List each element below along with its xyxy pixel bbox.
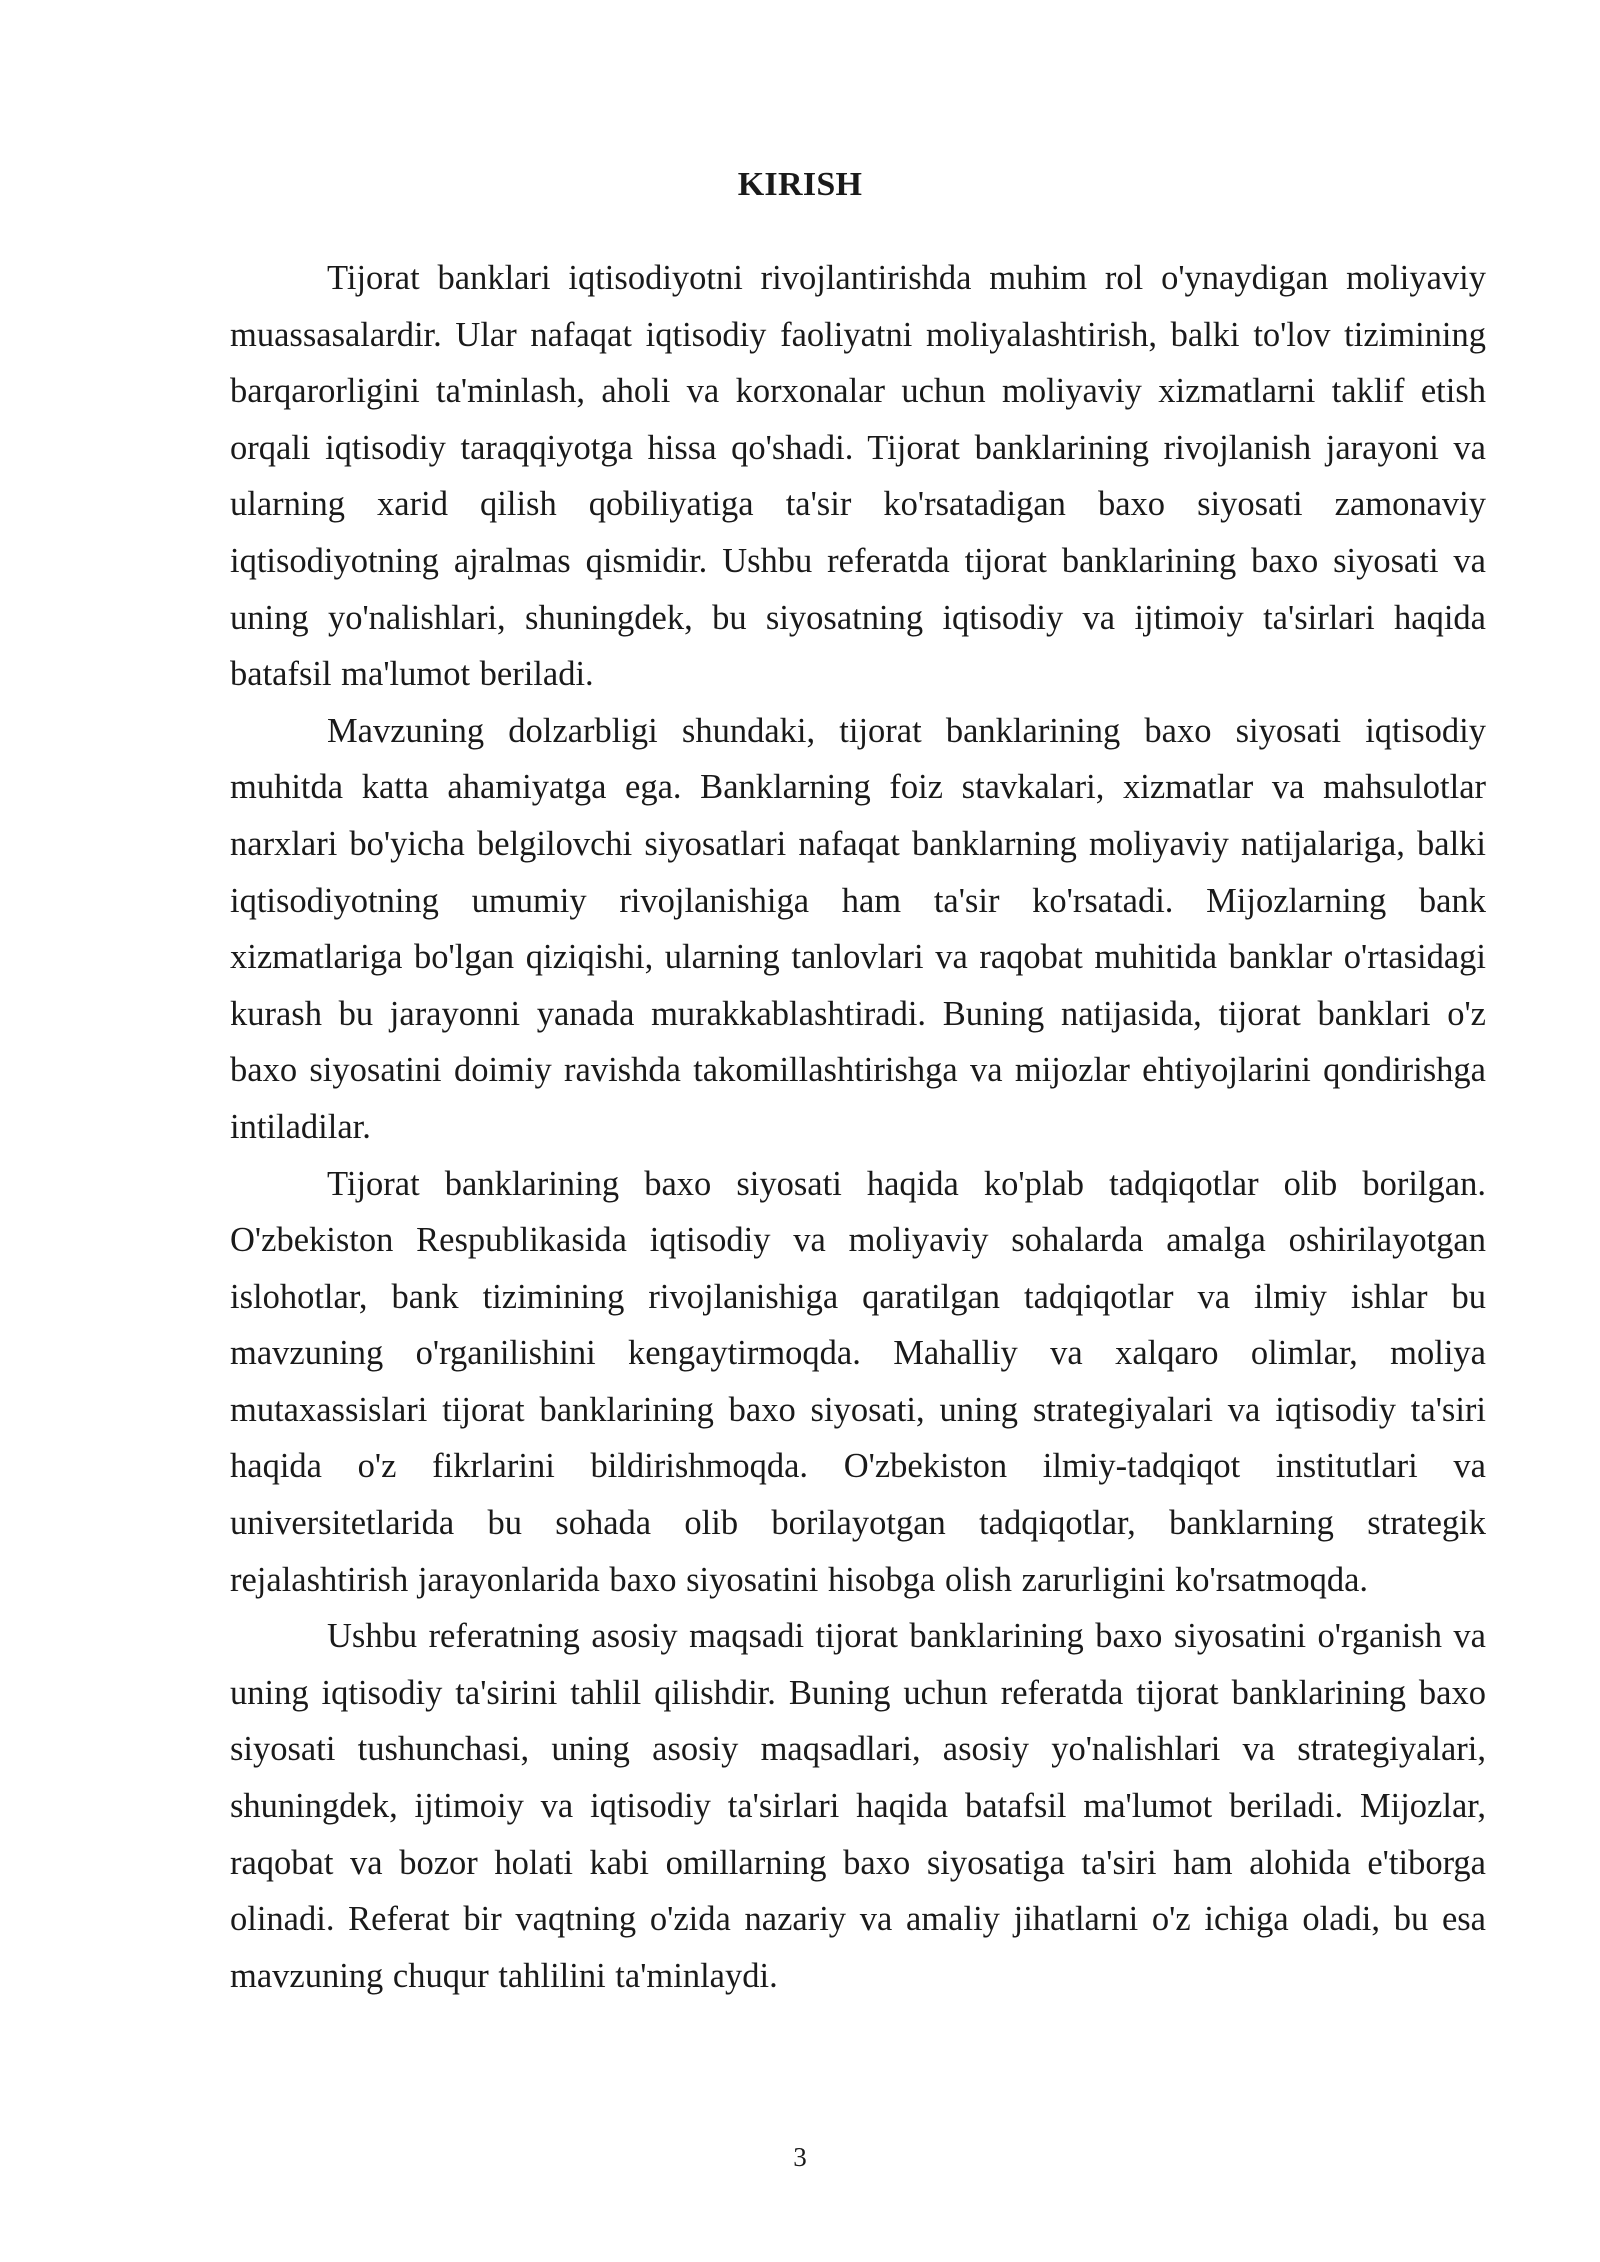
paragraph-goal: Ushbu referatning asosiy maqsadi tijorat banklarining baxo siyosatini o'rganish va uning iqtisodiy ta'sirini tahlil qilishdir. Buning uchun referatda tijorat banklarining baxo siyosati tushunchasi, uning asosiy maqsadlari, asosiy yo'nalishlari va strategiyalari, shuningdek, ijtimoiy va iqtisodiy ta'sirlari haqida batafsil ma'lumot beriladi. Mijozlar, raqobat va bozor holati kabi omillarning baxo siyosatiga ta'siri ham alohida e'tiborga olinadi. Referat bir vaqtning o'zida nazariy va amaliy jihatlarni o'z ichiga oladi, bu esa mavzuning chuqur tahlilini ta'minlaydi. xyxy=(230,1617,1486,1995)
page-number: 3 xyxy=(793,2142,807,2172)
paragraph-research: Tijorat banklarining baxo siyosati haqida ko'plab tadqiqotlar olib borilgan. O'zbekiston Respublikasida iqtisodiy va moliyaviy sohalarda amalga oshirilayotgan islohotlar, bank tizimining rivojlanishiga qaratilgan tadqiqotlar va ilmiy ishlar bu mavzuning o'rganilishini kengaytirmoqda. Mahalliy va xalqaro olimlar, moliya mutaxassislari tijorat banklarining baxo siyosati, uning strategiyalari va iqtisodiy ta'siri haqida o'z fikrlarini bildirishmoqda. O'zbekiston ilmiy-tadqiqot institutlari va universitetlarida bu sohada olib borilayotgan tadqiqotlar, banklarning strategik rejalashtirish jarayonlarida baxo siyosatini hisobga olish zarurligini ko'rsatmoqda. xyxy=(230,1164,1486,1599)
paragraph-relevance: Mavzuning dolzarbligi shundaki, tijorat banklarining baxo siyosati iqtisodiy muhitda katta ahamiyatga ega. Banklarning foiz stavkalari, xizmatlar va mahsulotlar narxlari bo'yicha belgilovchi siyosatlari nafaqat banklarning moliyaviy natijalariga, balki iqtisodiyotning umumiy rivojlanishiga ham ta'sir ko'rsatadi. Mijozlarning bank xizmatlariga bo'lgan qiziqishi, ularning tanlovlari va raqobat muhitida banklar o'rtasidagi kurash bu jarayonni yanada murakkablashtiradi. Buning natijasida, tijorat banklari o'z baxo siyosatini doimiy ravishda takomillashtirishga va mijozlar ehtiyojlarini qondirishga intiladilar. xyxy=(230,711,1486,1146)
page-title: KIRISH xyxy=(737,166,863,203)
paragraph-intro: Tijorat banklari iqtisodiyotni rivojlantirishda muhim rol o'ynaydigan moliyaviy muassasalardir. Ular nafaqat iqtisodiy faoliyatni moliyalashtirish, balki to'lov tizimining barqarorligini ta'minlash, aholi va korxonalar uchun moliyaviy xizmatlarni taklif etish orqali iqtisodiy taraqqiyotga hissa qo'shadi. Tijorat banklarining rivojlanish jarayoni va ularning xarid qilish qobiliyatiga ta'sir ko'rsatadigan baxo siyosati zamonaviy iqtisodiyotning ajralmas qismidir. Ushbu referatda tijorat banklarining baxo siyosati va uning yo'nalishlari, shuningdek, bu siyosatning iqtisodiy va ijtimoiy ta'sirlari haqida batafsil ma'lumot beriladi. xyxy=(230,259,1486,694)
document-body xyxy=(230,250,1486,2004)
